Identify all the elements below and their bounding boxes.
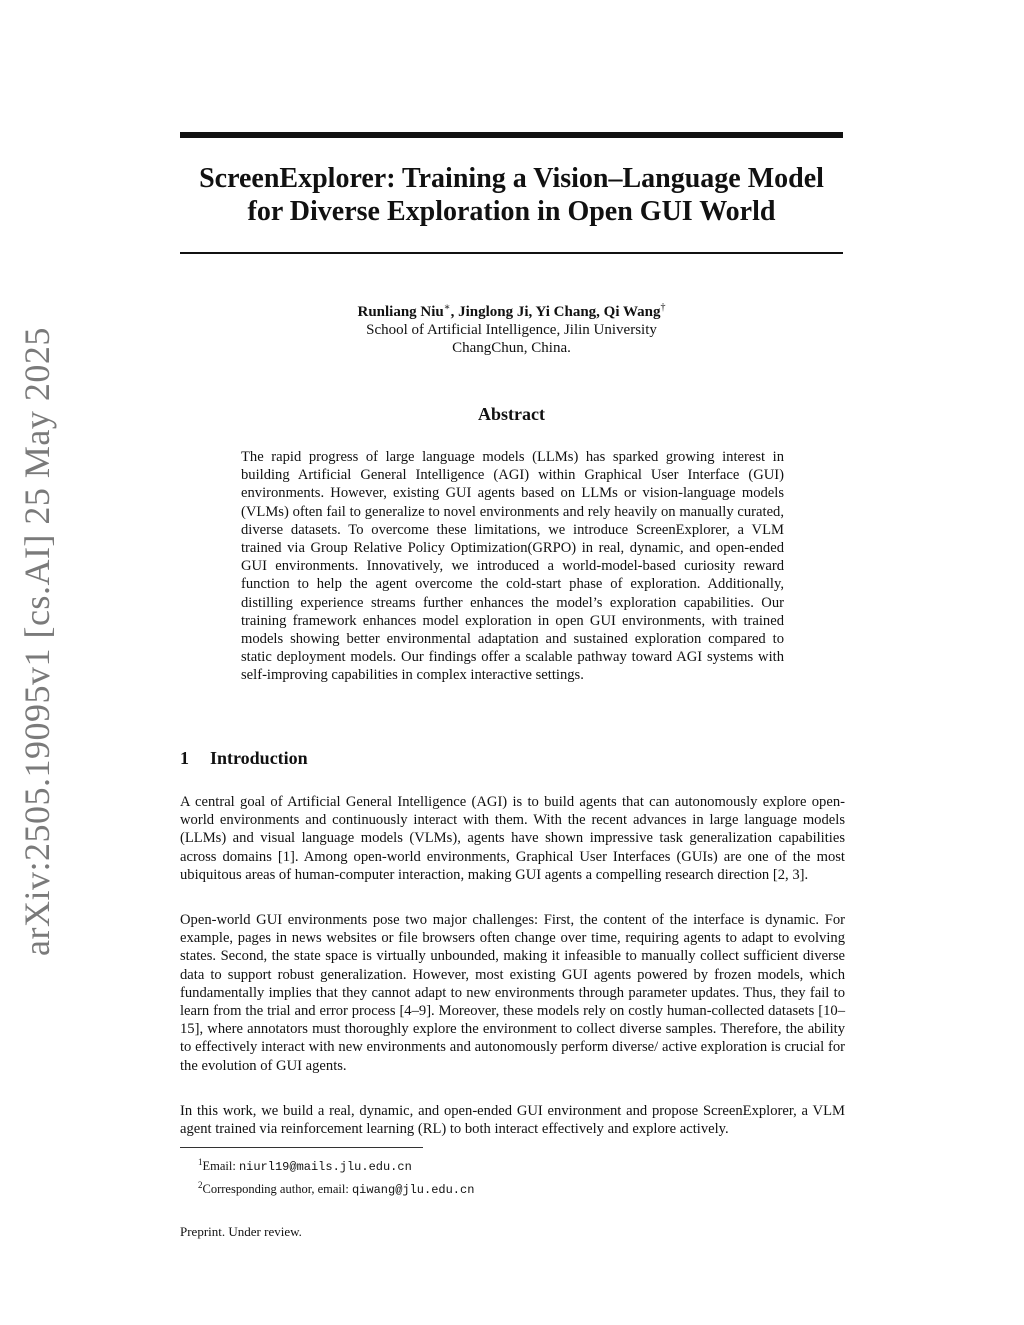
footnotes <box>198 1153 474 1199</box>
footnote-mark: 2 <box>198 1180 203 1191</box>
author-name-first: Runliang Niu <box>357 304 444 320</box>
intro-paragraph-3: In this work, we build a real, dynamic, and open-ended GUI environment and propose ScreenExplorer, a VLM agent trained via reinforcement learning (RL) to both interact effectively and explore actively. <box>180 1103 845 1138</box>
footnote-label: Email: <box>202 1159 239 1174</box>
author-names-rest: , Jinglong Ji, Yi Chang, Qi Wang <box>450 304 661 320</box>
footnote-2 <box>198 1176 474 1199</box>
abstract-text: The rapid progress of large language models (LLMs) has sparked growing interest in building Artificial General Intelligence (AGI) within Graphical User Interface (GUI) environments. However, existing GUI agents based on LLMs or vision-language models (VLMs) often fail to generalize to novel environments and rely heavily on manually curated, diverse datasets. To overcome these limitations, we introduce ScreenExplorer, a VLM trained via Group Relative Policy Optimization(GRPO) in real, dynamic, and open-ended GUI environments. Innovatively, we introduced a world-model-based curiosity reward function to help the agent overcome the cold-start phase of exploration. Additionally, distilling experience streams further enhances the model’s exploration capabilities. Our training framework enhances model exploration in open GUI environments, with trained models showing better environmental adaptation and sustained exploration compared to static deployment models. Our findings offer a scalable pathway toward AGI systems with self-improving capabilities in complex interactive settings. <box>241 449 784 684</box>
paper-title <box>180 162 843 228</box>
preprint-footer: Preprint. Under review. <box>180 1224 302 1239</box>
author-mark-corresponding: † <box>660 302 666 313</box>
email-link[interactable]: qiwang@jlu.edu.cn <box>351 1183 475 1198</box>
location: ChangChun, China. <box>452 340 571 356</box>
title-bottom-rule <box>180 252 843 254</box>
abstract-heading: Abstract <box>478 404 545 424</box>
author-mark-equal: ∗ <box>443 302 451 313</box>
section-heading-introduction <box>180 748 308 769</box>
title-top-rule <box>180 132 843 138</box>
section-number: 1 <box>180 748 189 768</box>
email-link[interactable]: niurl19@mails.jlu.edu.cn <box>238 1160 412 1175</box>
author-names <box>180 299 843 321</box>
intro-paragraph-2: Open-world GUI environments pose two major challenges: First, the content of the interface is dynamic. For example, pages in news websites or file browsers often change over time, requiring agents to adapt to evolving states. Second, the state space is virtually unbounded, making it infeasible to manually collect sufficient diverse data to support robust generalization. However, most existing GUI agents powered by frozen models, which fundamentally implies that they cannot adapt to new environments through parameter updates. Thus, they fail to learn from the trial and error process [4–9]. Moreover, these models rely on costly human-collected datasets [10–15], where annotators must thoroughly explore the environment to collect diverse samples. Therefore, the ability to effectively interact with new environments and autonomously perform diverse/ active exploration is crucial for the evolution of GUI agents. <box>180 912 845 1074</box>
footnote-1 <box>198 1153 474 1176</box>
arxiv-identifier-stamp: arXiv:2505.19095v1 [cs.AI] 25 May 2025 <box>17 327 57 956</box>
footnote-rule <box>180 1147 423 1148</box>
footnote-label: Corresponding author, email: <box>202 1182 352 1197</box>
intro-paragraph-1: A central goal of Artificial General Intelligence (AGI) is to build agents that can autonomously explore open-world environments and continuously interact with them. With the recent advances in large language models (LLMs) and visual language models (VLMs), agents have shown impressive task generalization capabilities across domains [1]. Among open-world environments, Graphical User Interfaces (GUIs) are one of the most ubiquitous areas of human-computer interaction, making GUI agents a compelling research direction [2, 3]. <box>180 794 845 883</box>
section-title: Introduction <box>210 748 308 768</box>
author-block <box>180 299 843 357</box>
title-line-2: for Diverse Exploration in Open GUI World <box>247 196 776 227</box>
affiliation: School of Artificial Intelligence, Jilin University <box>366 322 657 338</box>
footnote-mark: 1 <box>198 1157 203 1167</box>
title-line-1: ScreenExplorer: Training a Vision–Language Model <box>199 163 824 194</box>
